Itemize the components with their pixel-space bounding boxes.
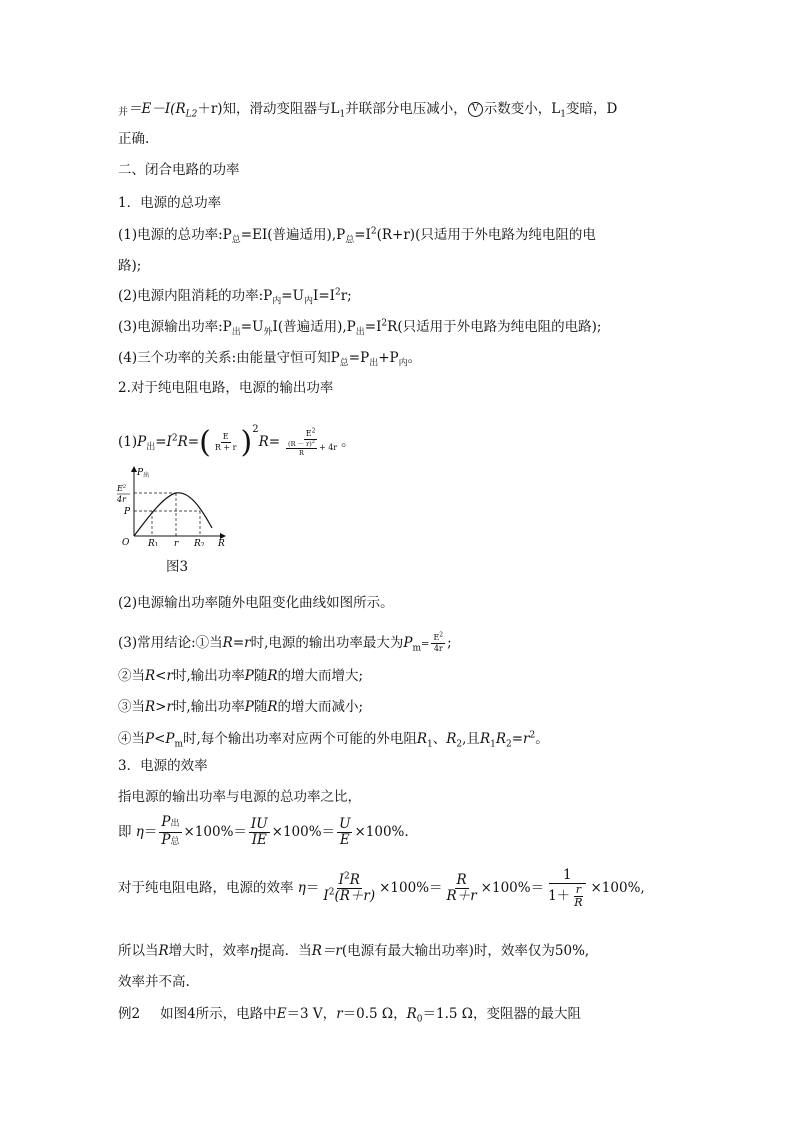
- t: ③当: [118, 699, 145, 715]
- t: 时,输出功率: [172, 668, 245, 684]
- fraction: [445, 873, 479, 904]
- t: R: [194, 539, 201, 546]
- t: E: [433, 633, 440, 642]
- t: (R＋r): [334, 888, 376, 904]
- t: R: [267, 668, 278, 684]
- t: E: [117, 484, 123, 493]
- t: IU: [250, 816, 268, 832]
- intro-a: 并: [118, 107, 128, 118]
- fraction: [431, 633, 445, 654]
- t: P: [161, 814, 171, 830]
- t: (电源有最大输出功率)时，效率仅为50%,: [341, 943, 590, 959]
- fraction: [321, 873, 377, 904]
- num: [304, 426, 318, 440]
- t: 2: [311, 438, 315, 445]
- t: =U: [240, 319, 264, 335]
- s2-c4: [118, 667, 363, 685]
- t: =I: [354, 227, 371, 243]
- t: 总: [345, 235, 355, 246]
- t: + 4r: [318, 443, 338, 452]
- t: R>r: [145, 699, 173, 715]
- t: P: [244, 699, 254, 715]
- s3-line4: 效率并不高.: [118, 974, 190, 990]
- t: ×100%.: [354, 824, 409, 840]
- t: ＝3 V，: [286, 1006, 337, 1022]
- t: (3)常用结论:①当: [118, 635, 223, 651]
- t: R: [349, 872, 360, 888]
- t: E: [222, 432, 229, 441]
- t: 如图4所示，电路中: [160, 1006, 277, 1022]
- right-paren: ): [240, 424, 253, 460]
- intro-c-sub: 1: [339, 109, 346, 120]
- t: 总: [170, 837, 180, 847]
- example-label: 例2: [118, 1006, 141, 1022]
- t: ②当: [118, 668, 145, 684]
- t: η: [135, 824, 144, 840]
- t: R: [416, 731, 427, 747]
- s1-line3: [118, 318, 601, 336]
- t: 2: [200, 542, 205, 546]
- t: (1)电源的总功率:P: [118, 227, 232, 243]
- t: 出: [146, 442, 156, 453]
- t: R=r: [222, 635, 251, 651]
- den: [159, 833, 181, 850]
- t: 2: [439, 631, 444, 639]
- t: 、: [432, 731, 447, 747]
- intro-line: [118, 100, 617, 122]
- s3-eq2: [118, 862, 645, 914]
- t: 的增大而减小;: [277, 699, 364, 715]
- fraction: [213, 432, 239, 453]
- s2-c5: [118, 698, 363, 716]
- t: 2: [381, 318, 388, 329]
- t: 所以当: [118, 943, 159, 959]
- t: 2: [370, 226, 377, 237]
- t: P: [137, 468, 144, 478]
- intro-cont: 正确.: [118, 131, 150, 147]
- t: 出: [231, 327, 241, 338]
- t: ＝0.5 Ω，: [342, 1006, 407, 1022]
- s2-c6: [118, 730, 549, 748]
- t: 对于纯电阻电路，电源的效率: [118, 880, 294, 896]
- num: [159, 815, 181, 833]
- fraction: [337, 817, 352, 848]
- s1-line1: [118, 226, 596, 244]
- t: I(普遍适用),P: [272, 319, 356, 335]
- t: R＋r: [446, 888, 477, 904]
- t: 随: [253, 668, 268, 684]
- t: 2: [529, 730, 536, 741]
- t: R: [446, 731, 457, 747]
- t: 时,电源的输出功率最大为: [250, 635, 404, 651]
- intro-b: ＝E－I(R: [128, 101, 186, 117]
- power-curve-graph: [114, 466, 234, 546]
- t: 1: [490, 739, 496, 750]
- t: R=: [258, 434, 281, 450]
- num: [337, 873, 362, 889]
- t: 提高．当: [257, 943, 312, 959]
- fraction: [286, 440, 317, 457]
- s3-line3: [118, 942, 589, 960]
- t: 4r: [433, 644, 443, 653]
- t: =I: [155, 434, 172, 450]
- t: ×100%＝: [271, 824, 336, 840]
- t: 出: [170, 819, 180, 829]
- t: R + r: [214, 443, 237, 452]
- den: [282, 440, 339, 457]
- t: 。: [535, 731, 549, 747]
- t: 2: [311, 426, 316, 434]
- left-paren: (: [199, 424, 211, 460]
- x-axis-label: R: [218, 539, 225, 546]
- t: R: [148, 539, 155, 546]
- t: 随: [253, 699, 268, 715]
- intro-f: 变暗，D: [565, 101, 618, 117]
- section2-title: 二、闭合电路的功率: [118, 162, 240, 178]
- t: r: [336, 1006, 343, 1022]
- t: 出: [355, 327, 365, 338]
- top-num: [116, 484, 126, 493]
- origin: O: [122, 538, 130, 546]
- t: =EI(普遍适用),P: [240, 227, 346, 243]
- t: 。: [407, 350, 422, 366]
- t: m: [412, 643, 422, 654]
- t: R(只适用于外电路为纯电阻的电路);: [387, 319, 602, 335]
- t: 内: [398, 358, 408, 369]
- t: (1): [118, 434, 138, 450]
- t: ＝: [143, 824, 158, 840]
- intro-e: 示数变小，L: [483, 101, 561, 117]
- t: 内: [303, 296, 313, 307]
- t: I: [323, 888, 329, 904]
- t: 时,输出功率: [172, 699, 245, 715]
- t: η: [297, 880, 306, 896]
- s3-eq1: [118, 814, 409, 850]
- t: 2: [456, 739, 463, 750]
- t: IE: [251, 832, 267, 848]
- t: 内: [272, 296, 282, 307]
- t: 0: [416, 1014, 423, 1025]
- intro-b-sub: L2: [185, 109, 198, 120]
- t: E: [339, 832, 350, 848]
- t: 总: [339, 358, 349, 369]
- t: 1: [154, 542, 159, 546]
- s2-title: 2.对于纯电阻电路，电源的输出功率: [118, 380, 334, 396]
- num: [286, 440, 317, 449]
- fraction: [249, 817, 270, 848]
- t: R: [158, 943, 169, 959]
- t: 1: [549, 868, 586, 884]
- t: =r: [511, 731, 530, 747]
- t: m: [174, 739, 184, 750]
- t: I=I: [313, 288, 335, 304]
- t: R: [479, 731, 491, 747]
- t: U: [339, 816, 351, 832]
- t: (4)三个功率的关系:由能量守恒可知P: [118, 350, 340, 366]
- den: [546, 884, 588, 909]
- t: ＝1.5 Ω，变阻器的最大阻: [422, 1006, 581, 1022]
- t: ×100%＝: [379, 880, 443, 896]
- t: r;: [340, 288, 352, 304]
- t: 出: [143, 472, 150, 479]
- intro-e-sub: 1: [560, 109, 566, 120]
- t: (R － r): [288, 439, 312, 448]
- num: [431, 633, 445, 644]
- intro-c: ＋r)知，滑动变阻器与L: [197, 101, 340, 117]
- y-axis-label: [136, 468, 149, 479]
- t: 2: [171, 433, 178, 444]
- fraction: [159, 815, 181, 850]
- t: ＝: [305, 880, 320, 896]
- t: ,且: [462, 731, 480, 747]
- s2-formula1: [118, 422, 355, 462]
- t: E: [305, 428, 312, 438]
- example2-line: [118, 1005, 581, 1023]
- t: (R+r)(只适用于外电路为纯电阻的电: [376, 227, 596, 243]
- r2-label: [193, 539, 205, 546]
- t: =P: [348, 350, 370, 366]
- t: =I: [364, 319, 382, 335]
- t: I: [338, 872, 344, 888]
- t: ×100%＝: [183, 824, 247, 840]
- voltmeter-icon: V: [468, 102, 483, 117]
- s1-line1-cont: 路);: [118, 258, 142, 274]
- t: 1: [427, 739, 433, 750]
- t: =: [421, 639, 430, 650]
- fraction: [546, 868, 588, 909]
- t: R<r: [145, 668, 173, 684]
- s2-c3: [118, 630, 452, 658]
- r-mid-label: r: [174, 539, 179, 546]
- t: R: [574, 896, 583, 909]
- t: (3)电源输出功率:P: [118, 319, 232, 335]
- t: ④当: [118, 731, 145, 747]
- t: P: [161, 832, 171, 848]
- t: 2: [122, 484, 127, 490]
- t: 外: [263, 327, 273, 338]
- p-tick: P: [124, 507, 131, 517]
- t: 2: [328, 887, 335, 898]
- t: P: [137, 434, 147, 450]
- t: E: [276, 1006, 287, 1022]
- r1-label: [147, 539, 159, 546]
- figure-caption: 图3: [166, 559, 189, 575]
- s2-c2: (2)电源输出功率随外电阻变化曲线如图所示。: [118, 595, 394, 611]
- s1-line4: [118, 349, 421, 367]
- t: 2: [334, 287, 341, 298]
- t: 时,每个输出功率对应两个可能的外电阻: [183, 731, 417, 747]
- t: P<P: [145, 731, 175, 747]
- t: R＝r: [311, 943, 342, 959]
- t: ×100%,: [590, 880, 645, 896]
- s1-title: 1．电源的总功率: [118, 195, 222, 211]
- t: 即: [118, 824, 132, 840]
- t: 出: [369, 358, 379, 369]
- t: R: [456, 872, 467, 888]
- s1-line2: [118, 287, 352, 305]
- t: 2: [343, 871, 350, 882]
- t: P: [403, 635, 413, 651]
- t: R: [299, 448, 304, 457]
- t: 总: [231, 235, 241, 246]
- fraction: [572, 884, 584, 909]
- t: ;: [447, 635, 452, 651]
- t: 1＋: [548, 888, 571, 904]
- s3-title: 3．电源的效率: [118, 758, 208, 774]
- t: r: [575, 883, 581, 896]
- t: =U: [281, 288, 304, 304]
- t: (2)电源内阻消耗的功率:P: [118, 288, 273, 304]
- t: +P: [378, 350, 399, 366]
- t: R: [267, 699, 278, 715]
- fraction: [282, 426, 339, 457]
- intro-d: 并联部分电压减小，: [345, 101, 467, 117]
- t: R: [406, 1006, 417, 1022]
- t: R=: [177, 434, 200, 450]
- t: 增大时，效率: [168, 943, 250, 959]
- power-curve: [134, 493, 212, 536]
- den: [321, 889, 377, 904]
- s3-desc: 指电源的输出功率与电源的总功率之比，: [118, 789, 361, 805]
- t: η: [249, 943, 258, 959]
- t: P: [244, 668, 254, 684]
- t: 2: [506, 739, 512, 750]
- t: 。: [341, 434, 355, 450]
- t: ×100%＝: [480, 880, 545, 896]
- t: R: [495, 731, 507, 747]
- top-den: 4r: [117, 495, 126, 504]
- t: 2: [252, 424, 259, 435]
- t: 的增大而增大;: [277, 668, 364, 684]
